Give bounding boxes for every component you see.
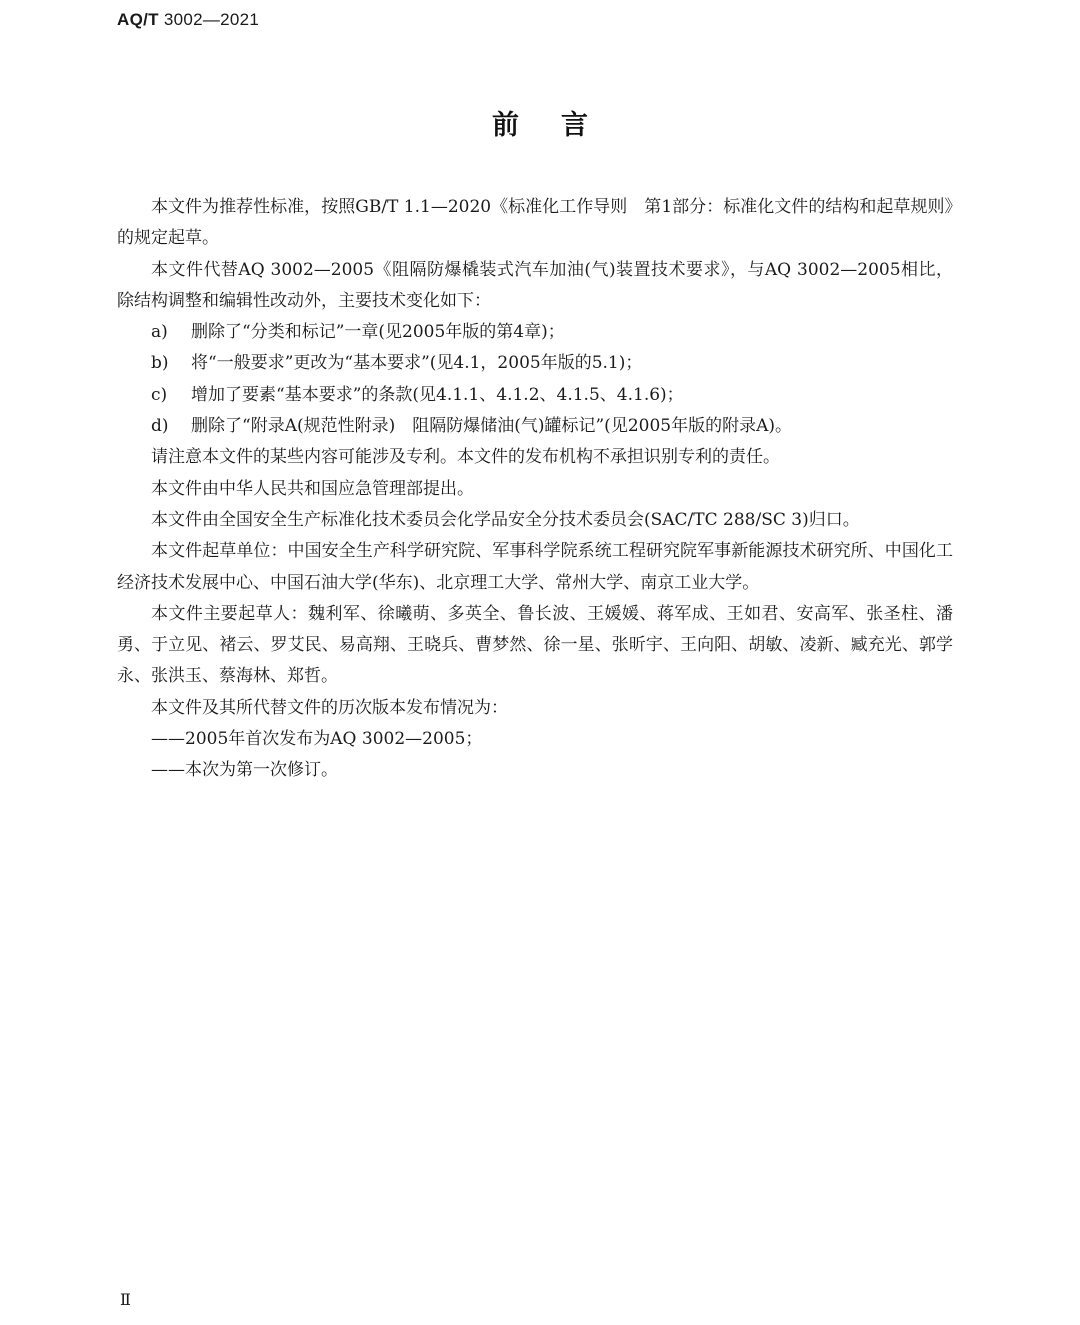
standard-code-number: 3002—2021 [163,10,260,29]
list-item-text: 删除了“附录A(规范性附录) 阻隔防爆储油(气)罐标记”(见2005年版的附录A)。 [191,416,792,437]
changes-list [117,317,953,442]
list-marker: b) [151,353,169,374]
foreword-body [117,192,953,787]
paragraph-under-jurisdiction: 本文件由全国安全生产标准化技术委员会化学品安全分技术委员会(SAC/TC 288/SC 3)归口。 [151,509,860,530]
paragraph-patent-notice: 请注意本文件的某些内容可能涉及专利。本文件的发布机构不承担识别专利的责任。 [151,447,780,468]
paragraph-drafters: 本文件主要起草人：魏利军、徐曦萌、多英全、鲁长波、王媛媛、蒋军成、王如君、安高军、张圣柱、潘勇、于立见、褚云、罗艾民、易高翔、王晓兵、曹梦然、徐一星、张昕宇、王向阳、胡敏、凌新、臧充光、郭学永、张洪玉、蔡海林、郑哲。 [117,603,953,687]
page-number: Ⅱ [120,1290,131,1309]
paragraph-replaces: 本文件代替AQ 3002—2005《阻隔防爆橇装式汽车加油(气)装置技术要求》，与AQ 3002—2005相比，除结构调整和编辑性改动外，主要技术变化如下： [117,259,953,311]
standard-code-prefix: AQ/T [117,10,159,29]
list-marker: d) [151,416,169,437]
history-item: ——本次为第一次修订。 [151,760,338,781]
history-item: ——2005年首次发布为AQ 3002—2005； [151,729,483,750]
list-item [117,380,953,411]
list-item-text: 增加了要素“基本要求”的条款(见4.1.1、4.1.2、4.1.5、4.1.6)； [191,384,684,405]
list-marker: a) [151,322,168,343]
page-title: 前言 [492,110,630,141]
list-item [117,348,953,379]
paragraph-drafting-rules: 本文件为推荐性标准，按照GB/T 1.1—2020《标准化工作导则 第1部分：标准化文件的结构和起草规则》的规定起草。 [117,197,953,249]
list-marker: c) [151,384,168,405]
paragraph-drafting-units: 本文件起草单位：中国安全生产科学研究院、军事科学院系统工程研究院军事新能源技术研究所、中国化工经济技术发展中心、中国石油大学(华东)、北京理工大学、常州大学、南京工业大学。 [117,541,953,593]
standard-code [117,10,259,30]
list-item-text: 删除了“分类和标记”一章(见2005年版的第4章)； [191,322,565,343]
list-item [117,317,953,348]
paragraph-proposed-by: 本文件由中华人民共和国应急管理部提出。 [151,478,474,499]
paragraph-version-history: 本文件及其所代替文件的历次版本发布情况为： [151,697,508,718]
history-list [117,724,953,787]
list-item-text: 将“一般要求”更改为“基本要求”(见4.1，2005年版的5.1)； [191,353,643,374]
list-item [117,411,953,442]
